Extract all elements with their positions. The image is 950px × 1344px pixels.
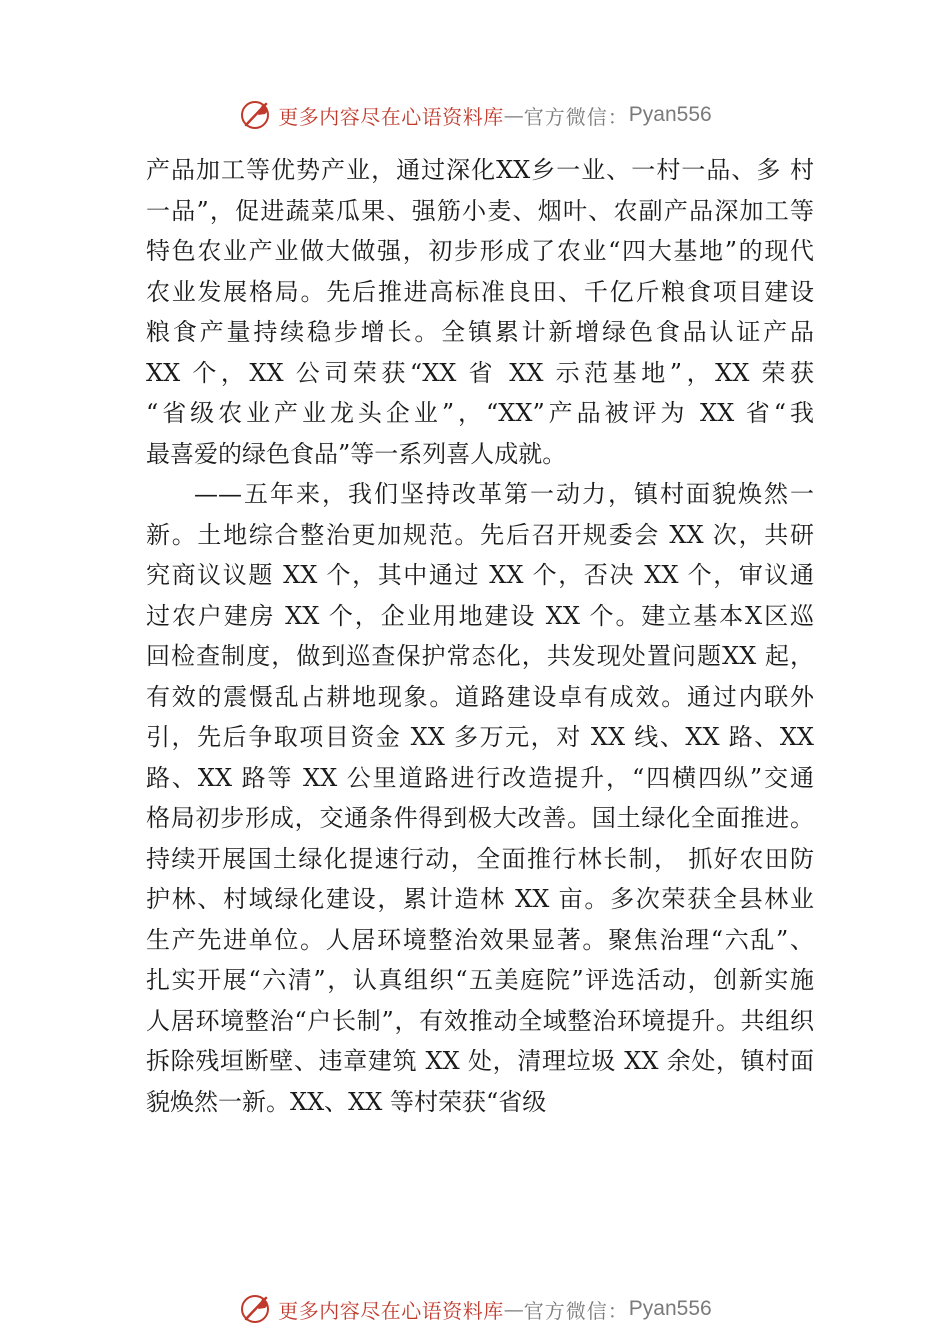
watermark-wechat-id: Pyan556 [628, 103, 712, 126]
text-line: 特色农业产业做大做强，初步形成了农业“四大基地”的现代 [146, 237, 814, 265]
text-line: 引，先后争取项目资金 XX 多万元，对 XX 线、XX 路、XX [146, 723, 814, 751]
header-watermark [0, 95, 950, 135]
text-line: 人居环境整治“户长制”，有效推动全域整治环境提升。共组织 [146, 1006, 814, 1035]
text-line: XX 个，XX 公司荣获“XX 省 XX 示范基地”，XX 荣获 [146, 358, 814, 387]
text-line: 生产先进单位。人居环境整治效果显著。聚焦治理“六乱”、 [146, 925, 814, 954]
text-line: 回检查制度，做到巡查保护常态化，共发现处置问题XX 起， [146, 642, 814, 670]
text-line: 持续开展国土绿化提速行动，全面推行林长制， 抓好农田防 [146, 844, 814, 873]
watermark-dash: — [503, 103, 524, 127]
document-body [146, 150, 814, 1122]
quill-pen-circle-icon [238, 98, 272, 132]
watermark-main-text: 更多内容尽在心语资料库 [278, 1298, 504, 1323]
text-line: 路、XX 路等 XX 公里道路进行改造提升，“四横四纵”交通 [146, 763, 814, 792]
quill-pen-circle-icon [238, 1292, 272, 1326]
text-line: 新。土地综合整治更加规范。先后召开规委会 XX 次，共研 [146, 520, 814, 549]
text-line: 最喜爱的绿色食品”等一系列喜人成就。 [146, 439, 567, 468]
text-line: 护林、村域绿化建设，累计造林 XX 亩。多次荣获全县林业 [146, 885, 814, 913]
text-line: 貌焕然一新。XX、XX 等村荣获“省级 [146, 1087, 547, 1116]
text-line: 产品加工等优势产业，通过深化XX乡一业、一村一品、多 村 [146, 156, 814, 184]
paragraph [146, 474, 814, 1122]
text-line: 有效的震慑乱占耕地现象。道路建设卓有成效。通过内联外 [146, 682, 814, 711]
text-line: ——五年来，我们坚持改革第一动力，镇村面貌焕然一 [194, 480, 814, 508]
watermark-official-label: 官方微信： [523, 104, 629, 129]
text-line: 一品”，促进蔬菜瓜果、强筋小麦、烟叶、农副产品深加工等 [146, 196, 814, 225]
watermark-dash: — [503, 1297, 524, 1321]
text-line: 粮食产量持续稳步增长。全镇累计新增绿色食品认证产品 [146, 318, 814, 346]
watermark-official-label: 官方微信： [523, 1298, 629, 1323]
text-line: 扎实开展“六清”，认真组织“五美庭院”评选活动，创新实施 [146, 966, 814, 994]
text-line: 农业发展格局。先后推进高标准良田、千亿斤粮食项目建设 [146, 277, 814, 306]
footer-watermark [0, 1289, 950, 1329]
watermark-main-text: 更多内容尽在心语资料库 [278, 104, 504, 129]
watermark-wechat-id: Pyan556 [628, 1297, 712, 1320]
text-line: 究商议议题 XX 个，其中通过 XX 个，否决 XX 个，审议通 [146, 561, 814, 589]
text-line: 拆除残垣断壁、违章建筑 XX 处，清理垃圾 XX 余处，镇村面 [146, 1047, 814, 1075]
text-line: “省级农业产业龙头企业”，“XX”产品被评为 XX 省“我 [146, 399, 814, 427]
text-line: 格局初步形成，交通条件得到极大改善。国土绿化全面推进。 [146, 804, 814, 832]
text-line: 过农户建房 XX 个，企业用地建设 XX 个。建立基本X区巡 [146, 601, 814, 630]
paragraph [146, 150, 814, 474]
